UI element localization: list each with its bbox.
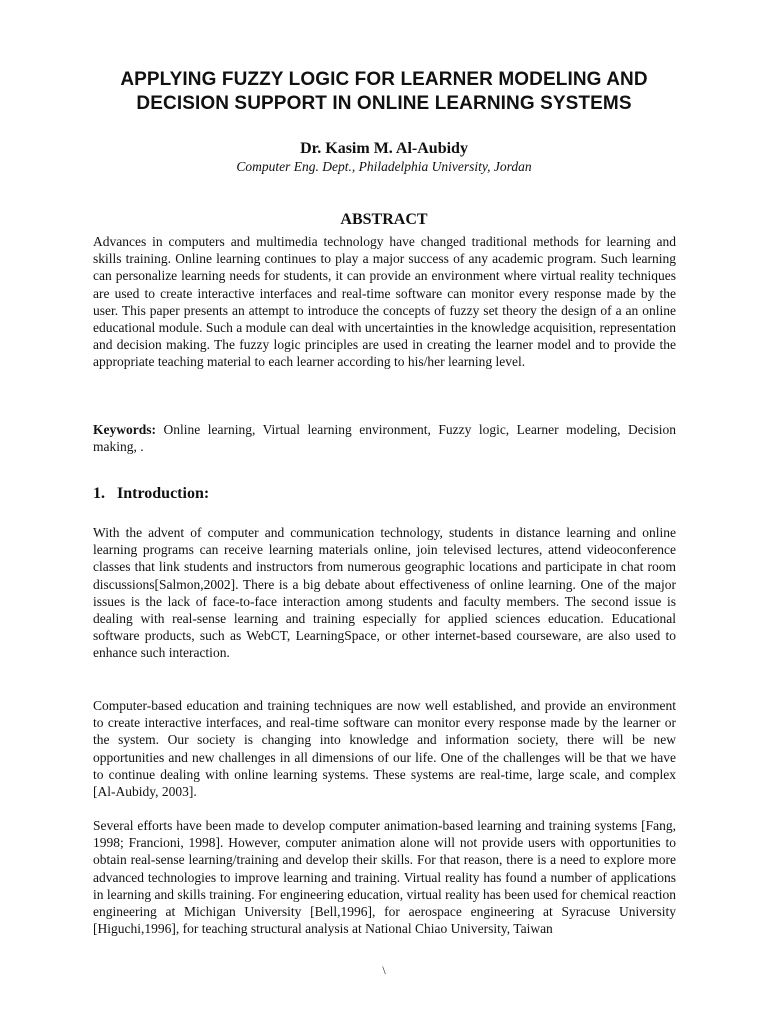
author-name: Dr. Kasim M. Al-Aubidy [300, 140, 468, 157]
author-affiliation: Computer Eng. Dept., Philadelphia University, Jordan [236, 159, 532, 174]
intro-paragraph-1: With the advent of computer and communication technology, students in distance learning and online learning programs can receive learning materials online, join televised lectures, attend videoconference classes that link students and instructors from numerous geographic locations and participate in chat room discussions[Salmon,2002]. There is a big debate about effectiveness of online learning. One of the major issues is the lack of face-to-face interaction among students and faculty members. The second issue is dealing with real-sense learning and training especially for applied sciences education. Educational software products, such as WebCT, LearningSpace, or other internet-based courseware, are also used to enhance such interaction. [93, 525, 676, 661]
abstract-text: Advances in computers and multimedia technology have changed traditional methods for learning and skills training. Online learning continues to play a major success of any academic program. Such learning can personalize learning needs for students, it can provide an environment where virtual reality techniques are used to create interactive interfaces and real-time software can monitor every response made by the user. This paper presents an attempt to introduce the concepts of fuzzy set theory the design of a an online educational module. Such a module can deal with uncertainties in the knowledge acquisition, representation and decision making. The fuzzy logic principles are used in creating the learner model and to provide the appropriate teaching material to each learner according to his/her learning level. [93, 234, 676, 370]
section-heading-introduction [93, 485, 209, 503]
keywords [93, 421, 676, 455]
section-number: 1. [93, 485, 105, 502]
intro-paragraph-2: Computer-based education and training techniques are now well established, and provide an environment to create interactive interfaces, and real-time software can monitor every response made by the learner or the system. Our society is changing into knowledge and information society, there will be new opportunities and new challenges in all dimensions of our life. One of the challenges will be that we have to continue dealing with online learning systems. These systems are real-time, large scale, and complex [Al-Aubidy, 2003]. [93, 698, 676, 800]
paper-title [60, 68, 708, 116]
page-number: \ [382, 963, 386, 977]
keywords-label: Keywords: [93, 422, 156, 437]
abstract-heading: ABSTRACT [340, 211, 428, 228]
intro-paragraph-3: Several efforts have been made to develop computer animation-based learning and training systems [Fang, 1998; Francioni, 1998]. However, computer animation alone will not provide users with opportunities to obtain real-sense learning/training and develop their skills. For that reason, there is a need to explore more advanced technologies to improve learning and training. Virtual reality has found a number of applications in learning and skills training. For engineering education, virtual reality has been used for chemical reaction engineering at Michigan University [Bell,1996], for aerospace engineering at Syracuse University [Higuchi,1996], for teaching structural analysis at National Chiao University, Taiwan [93, 818, 676, 937]
paper-title-line-2: DECISION SUPPORT IN ONLINE LEARNING SYSTEMS [136, 93, 632, 114]
section-title: Introduction: [117, 485, 210, 502]
paper-title-line-1: APPLYING FUZZY LOGIC FOR LEARNER MODELING AND [120, 69, 648, 90]
keywords-text: Online learning, Virtual learning environment, Fuzzy logic, Learner modeling, Decision making, . [93, 422, 676, 455]
